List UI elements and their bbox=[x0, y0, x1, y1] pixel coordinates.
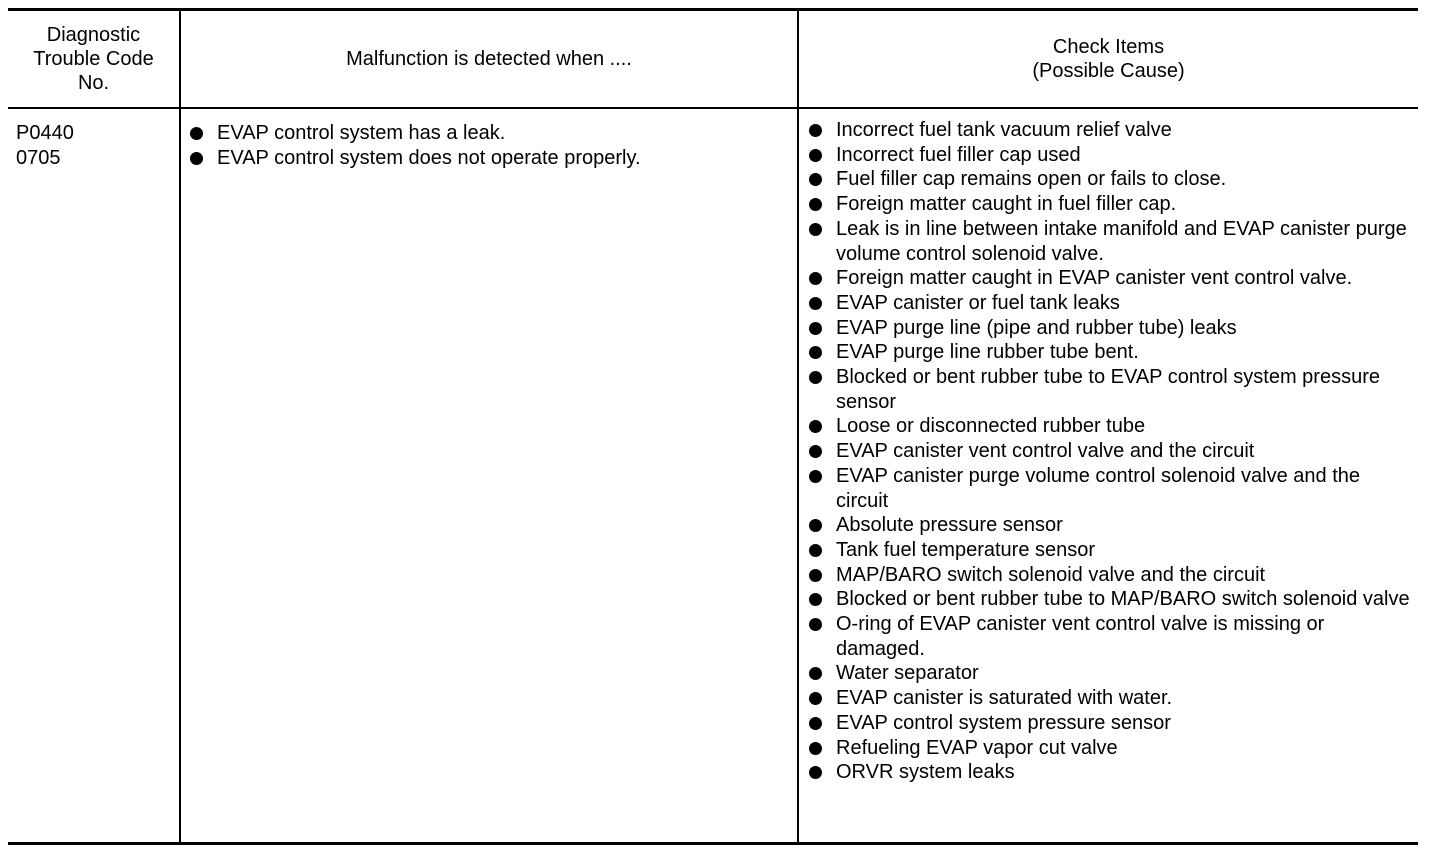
check-item bbox=[807, 291, 1413, 316]
bullet-icon bbox=[809, 667, 822, 680]
check-item bbox=[807, 661, 1413, 686]
header-text: Check Items bbox=[1052, 36, 1165, 58]
check-item-text: Tank fuel temperature sensor bbox=[836, 538, 1096, 561]
bullet-icon bbox=[809, 198, 822, 211]
check-item bbox=[807, 143, 1413, 168]
check-item bbox=[807, 686, 1413, 711]
header-text: (Possible Cause) bbox=[1032, 60, 1185, 82]
check-item bbox=[807, 711, 1413, 736]
trouble-code: P0440 bbox=[16, 122, 74, 144]
check-item-text: Absolute pressure sensor bbox=[836, 514, 1063, 537]
bullet-icon bbox=[809, 223, 822, 236]
check-item bbox=[807, 316, 1413, 341]
check-item bbox=[807, 612, 1413, 661]
check-item-text: MAP/BARO switch solenoid valve and the circuit bbox=[836, 563, 1266, 586]
check-item-text: EVAP canister purge volume control solenoid valve and the circuit bbox=[836, 464, 1361, 512]
header-malfunction bbox=[181, 11, 797, 107]
column-divider bbox=[179, 11, 181, 842]
check-item-text: EVAP purge line rubber tube bent. bbox=[836, 341, 1139, 364]
check-item bbox=[807, 563, 1413, 588]
bullet-icon bbox=[809, 297, 822, 310]
check-item bbox=[807, 538, 1413, 563]
check-item bbox=[807, 340, 1413, 365]
check-item-text: Incorrect fuel filler cap used bbox=[836, 143, 1081, 166]
check-item-text: ORVR system leaks bbox=[836, 761, 1015, 784]
check-item bbox=[807, 464, 1413, 513]
bullet-icon bbox=[809, 173, 822, 186]
check-item bbox=[807, 513, 1413, 538]
check-item-text: EVAP purge line (pipe and rubber tube) leaks bbox=[836, 316, 1237, 339]
header-trouble-code bbox=[8, 11, 179, 107]
malfunction-item bbox=[188, 146, 788, 171]
bullet-icon bbox=[809, 420, 822, 433]
header-text: Diagnostic bbox=[46, 24, 141, 46]
bullet-icon bbox=[190, 127, 203, 140]
check-item-text: EVAP canister vent control valve and the circuit bbox=[836, 440, 1255, 463]
check-items-cell bbox=[807, 118, 1413, 785]
column-divider bbox=[797, 11, 799, 842]
check-item-text: Blocked or bent rubber tube to MAP/BARO switch solenoid valve bbox=[836, 588, 1410, 611]
malfunction-item bbox=[188, 121, 788, 146]
check-item bbox=[807, 587, 1413, 612]
trouble-code-cell bbox=[16, 121, 176, 170]
check-item-text: Foreign matter caught in EVAP canister vent control valve. bbox=[836, 267, 1353, 290]
check-item bbox=[807, 167, 1413, 192]
bullet-icon bbox=[190, 152, 203, 165]
check-item-text: Incorrect fuel tank vacuum relief valve bbox=[836, 119, 1172, 141]
bullet-icon bbox=[809, 618, 822, 631]
check-item-text: Loose or disconnected rubber tube bbox=[836, 415, 1146, 438]
bullet-icon bbox=[809, 766, 822, 779]
check-item bbox=[807, 217, 1413, 266]
bullet-icon bbox=[809, 519, 822, 532]
check-item-text: Water separator bbox=[836, 662, 979, 685]
check-item-text: Refueling EVAP vapor cut valve bbox=[836, 736, 1118, 759]
check-item-text: O-ring of EVAP canister vent control valve is missing or damaged. bbox=[836, 613, 1325, 660]
check-item bbox=[807, 118, 1413, 143]
bullet-icon bbox=[809, 742, 822, 755]
bullet-icon bbox=[809, 569, 822, 582]
bullet-icon bbox=[809, 593, 822, 606]
bullet-icon bbox=[809, 322, 822, 335]
check-item bbox=[807, 736, 1413, 761]
check-item-text: Fuel filler cap remains open or fails to close. bbox=[836, 168, 1227, 191]
bullet-icon bbox=[809, 149, 822, 162]
check-item bbox=[807, 439, 1413, 464]
header-text: Trouble Code bbox=[33, 48, 154, 70]
bullet-icon bbox=[809, 470, 822, 483]
bullet-icon bbox=[809, 717, 822, 730]
malfunction-cell bbox=[188, 121, 788, 170]
check-item-text: EVAP canister is saturated with water. bbox=[836, 687, 1173, 710]
check-item bbox=[807, 414, 1413, 439]
diagnostic-table bbox=[8, 8, 1418, 845]
bullet-icon bbox=[809, 371, 822, 384]
malfunction-item-text: EVAP control system does not operate properly. bbox=[217, 146, 641, 169]
bullet-icon bbox=[809, 544, 822, 557]
malfunction-item-text: EVAP control system has a leak. bbox=[217, 122, 506, 144]
bullet-icon bbox=[809, 692, 822, 705]
check-item-text: Blocked or bent rubber tube to EVAP control system pressure sensor bbox=[836, 366, 1380, 413]
check-item bbox=[807, 266, 1413, 291]
check-item-text: EVAP canister or fuel tank leaks bbox=[836, 291, 1120, 314]
check-item-text: EVAP control system pressure sensor bbox=[836, 711, 1171, 734]
trouble-code: 0705 bbox=[16, 146, 61, 169]
malfunction-list bbox=[188, 121, 788, 170]
check-item-text: Foreign matter caught in fuel filler cap. bbox=[836, 193, 1177, 216]
header-text: No. bbox=[77, 72, 110, 94]
header-text: Malfunction is detected when .... bbox=[346, 48, 632, 70]
check-item bbox=[807, 192, 1413, 217]
bullet-icon bbox=[809, 445, 822, 458]
check-item bbox=[807, 365, 1413, 414]
bullet-icon bbox=[809, 346, 822, 359]
check-item-text: Leak is in line between intake manifold and EVAP canister purge volume control solenoid valve. bbox=[836, 217, 1407, 265]
bullet-icon bbox=[809, 272, 822, 285]
check-item bbox=[807, 760, 1413, 785]
check-items-list bbox=[807, 118, 1413, 785]
bullet-icon bbox=[809, 124, 822, 137]
header-divider bbox=[8, 107, 1418, 109]
header-check-items bbox=[799, 11, 1418, 107]
